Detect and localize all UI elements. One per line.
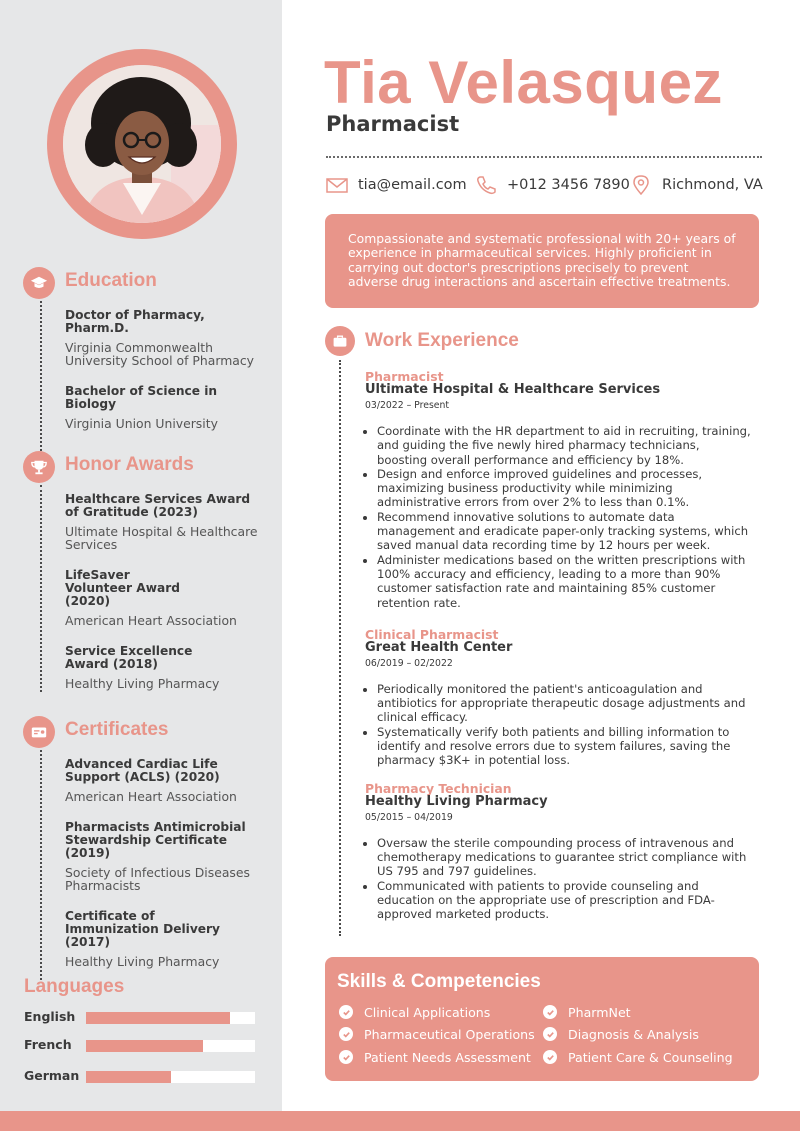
job-company: Great Health Center: [365, 639, 513, 655]
entry-title: Healthcare Services Award of Gratitude (2023): [65, 492, 251, 519]
skill-label: Patient Needs Assessment: [364, 1049, 531, 1065]
certificate-item: [65, 750, 282, 809]
header-divider: [326, 156, 762, 158]
language-row: [24, 1038, 256, 1052]
skill-item: [339, 1004, 490, 1020]
entry-subtitle: Healthy Living Pharmacy: [65, 954, 220, 969]
language-row: [24, 1069, 256, 1083]
job-company: Healthy Living Pharmacy: [365, 793, 548, 809]
entry-subtitle: American Heart Association: [65, 613, 237, 628]
language-level-fill: [86, 1040, 203, 1052]
check-icon: [543, 1005, 557, 1019]
skills-box: [325, 957, 759, 1081]
job-bullet: • Oversaw the sterile compounding process of intravenous and chemotherapy medications to guarantee strict compliance with US 795 and 797 guidelines.: [377, 836, 752, 879]
job-entry: [365, 360, 759, 610]
check-icon: [543, 1027, 557, 1041]
language-row: [24, 1010, 256, 1024]
language-name: German: [24, 1068, 80, 1083]
job-role: Pharmacist: [365, 369, 444, 384]
education-item: [65, 373, 282, 436]
summary-text: Compassionate and systematic professional with 20+ years of experience in pharmaceutical services. Highly proficient in carrying out doctor's prescriptions precisely to prevent adverse drug interactions and ascertain effective treatments.: [348, 231, 736, 290]
job-bullet: • Coordinate with the HR department to aid in recruiting, training, and guiding the five newly hired pharmacy technicians, boosting overall performance and efficiency by 18%.: [377, 424, 752, 467]
person-name: Tia Velasquez: [324, 49, 723, 116]
language-level-bar: [86, 1012, 255, 1024]
education-section: [0, 267, 282, 451]
skill-label: Clinical Applications: [364, 1004, 491, 1020]
job-entry: [365, 618, 759, 768]
certificate-item: [65, 898, 282, 974]
entry-subtitle: American Heart Association: [65, 789, 237, 804]
contact-email[interactable]: [326, 174, 467, 196]
education-list: [40, 301, 282, 451]
job-bullets: [365, 682, 759, 768]
language-level-bar: [86, 1071, 255, 1083]
skill-item: [339, 1026, 535, 1042]
certificates-section: [0, 716, 282, 980]
job-role: Clinical Pharmacist: [365, 626, 499, 642]
skill-label: Pharmaceutical Operations: [364, 1026, 535, 1042]
location-text: Richmond, VA: [662, 177, 763, 193]
awards-title: Honor Awards: [65, 454, 194, 475]
entry-title: LifeSaver Volunteer Award (2020): [65, 568, 180, 608]
profile-photo-frame: [47, 49, 237, 239]
job-bullets: [365, 424, 759, 610]
entry-title: Certificate of Immunization Delivery (2017): [65, 909, 220, 949]
job-bullet: • Recommend innovative solutions to automate data management and eradicate paper-only tracking systems, which saved manual data recording time by 12 hours per week.: [377, 510, 752, 553]
mail-icon: [326, 175, 348, 195]
skill-label: Patient Care & Counseling: [568, 1049, 733, 1065]
job-dates: 05/2015 – 04/2019: [365, 811, 453, 823]
skill-item: [339, 1049, 531, 1065]
language-level-fill: [86, 1012, 230, 1024]
education-item: [65, 301, 282, 373]
awards-list: [40, 485, 282, 692]
briefcase-icon: [325, 326, 355, 356]
certificates-title: Certificates: [65, 719, 169, 740]
entry-subtitle: Ultimate Hospital & Healthcare Services: [65, 524, 258, 552]
job-entry: [365, 776, 759, 922]
entry-subtitle: Virginia Union University: [65, 416, 218, 431]
entry-subtitle: Society of Infectious Diseases Pharmacists: [65, 865, 250, 893]
job-dates: 03/2022 – Present: [365, 400, 450, 411]
education-title: Education: [65, 270, 157, 291]
job-bullet: • Periodically monitored the patient's anticoagulation and antibiotics for appropriate therapeutic dosage adjustments and clinical efficacy.: [377, 682, 752, 725]
job-bullet: • Communicated with patients to provide counseling and education on the appropriate use of prescription and FDA-approved marketed products.: [377, 879, 752, 922]
languages-title: Languages: [24, 976, 125, 997]
award-item: [65, 485, 282, 557]
language-name: English: [24, 1009, 76, 1024]
job-company: Ultimate Hospital & Healthcare Services: [365, 382, 661, 397]
phone-text: +012 3456 7890: [507, 177, 630, 193]
check-icon: [339, 1050, 353, 1064]
skill-label: PharmNet: [568, 1004, 631, 1020]
language-name: French: [24, 1037, 72, 1052]
skills-title: Skills & Competencies: [337, 971, 541, 992]
award-item: [65, 557, 282, 633]
entry-title: Service Excellence Award (2018): [65, 644, 193, 671]
graduation-cap-icon: [23, 267, 55, 299]
bottom-accent-bar: [0, 1111, 800, 1131]
awards-section: [0, 451, 282, 692]
work-experience-title: Work Experience: [365, 330, 519, 351]
skill-item: [543, 1026, 699, 1042]
email-text: tia@email.com: [358, 177, 467, 193]
location-pin-icon: [630, 175, 652, 195]
award-item: [65, 633, 282, 696]
job-bullet: • Administer medications based on the written prescriptions with 100% accuracy and efficiency, leading to a more than 90% customer satisfaction rate and maintaining 85% customer retention rate.: [377, 553, 752, 610]
language-level-fill: [86, 1071, 171, 1083]
language-level-bar: [86, 1040, 255, 1052]
entry-title: Advanced Cardiac Life Support (ACLS) (2020): [65, 757, 220, 784]
certificate-item: [65, 809, 282, 898]
phone-icon: [475, 175, 497, 195]
skill-item: [543, 1004, 631, 1020]
entry-title: Pharmacists Antimicrobial Stewardship Certificate (2019): [65, 820, 246, 860]
entry-subtitle: Healthy Living Pharmacy: [65, 676, 220, 691]
skill-label: Diagnosis & Analysis: [568, 1026, 699, 1042]
contact-phone[interactable]: [475, 174, 630, 196]
job-bullet: • Design and enforce improved guidelines and processes, maximizing business productivity while minimizing administrative errors from over 2% to less than 0.1%.: [377, 467, 752, 510]
certificates-list: [40, 750, 282, 980]
job-role: Pharmacy Technician: [365, 780, 512, 796]
entry-title: Bachelor of Science in Biology: [65, 384, 218, 411]
contact-location: [630, 174, 763, 196]
profile-photo: [63, 65, 221, 223]
person-role: Pharmacist: [326, 112, 460, 136]
summary-box: [325, 214, 759, 308]
skill-item: [543, 1049, 733, 1065]
trophy-icon: [23, 451, 55, 483]
job-bullets: [365, 836, 759, 922]
job-dates: 06/2019 – 02/2022: [365, 657, 453, 669]
check-icon: [543, 1050, 557, 1064]
work-experience-list: [339, 360, 759, 936]
check-icon: [339, 1005, 353, 1019]
entry-title: Doctor of Pharmacy, Pharm.D.: [65, 308, 205, 335]
job-bullet: • Systematically verify both patients and billing information to identify and resolve errors due to system failures, saving the pharmacy $3K+ in potential loss.: [377, 725, 752, 768]
check-icon: [339, 1027, 353, 1041]
entry-subtitle: Virginia Commonwealth University School of Pharmacy: [65, 340, 254, 368]
certificate-icon: [23, 716, 55, 748]
